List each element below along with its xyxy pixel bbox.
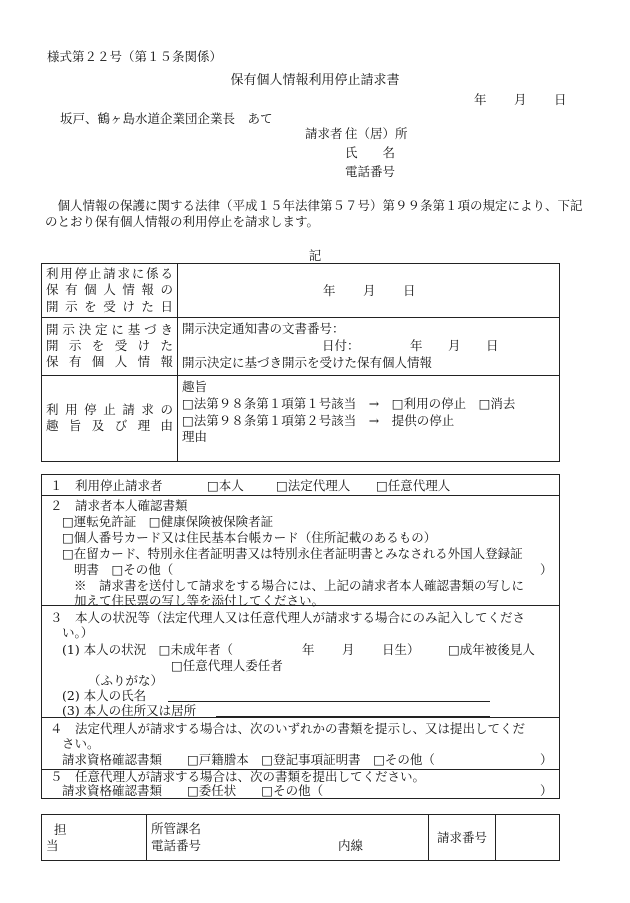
page-title: 保有個人情報利用停止請求書: [230, 73, 400, 88]
disclosed-info-text: 開示決定に基づき開示を受けた保有個人情報: [182, 354, 433, 370]
label-line: 開示を受けた日: [46, 298, 173, 314]
legal-agent-title-2: さい。: [62, 736, 100, 751]
person-address-label: (3) 本人の住所又は居所: [62, 703, 197, 718]
request-number-label-cell: [429, 815, 496, 861]
requester-legal-agent-checkbox[interactable]: □法定代理人: [276, 478, 351, 493]
label-line: 保有個人情報の: [46, 282, 173, 298]
doc-date-line: [182, 338, 555, 355]
label-line: 開示を受けた: [46, 338, 173, 354]
legal-agent-title-1: ４ 法定代理人が請求する場合は、次のいずれかの書類を提示し、又は提出してくだ: [50, 721, 526, 736]
person-name-input[interactable]: [168, 688, 490, 702]
purpose-option-2[interactable]: □法第９８条第１項第２号該当 → 提供の停止: [182, 412, 455, 428]
id-documents-title: ２ 請求者本人確認書類: [50, 498, 188, 513]
dept-label: 所管課名: [151, 820, 202, 836]
legal-agent-doc-end: ）: [540, 752, 553, 767]
name-label: 氏 名: [345, 145, 396, 160]
office-use-table: [41, 814, 560, 861]
voluntary-agent-doc-end: ）: [540, 783, 553, 798]
label-line: 利用停止請求の: [46, 402, 173, 417]
id-doc-line-4-end: ）: [540, 562, 553, 577]
address-label: 住（居）所: [345, 126, 408, 141]
reason-label: 理由: [182, 429, 208, 445]
date-year-label: 年: [474, 92, 487, 107]
section-legal-agent-docs: [42, 718, 559, 770]
voluntary-agent-principal-checkbox[interactable]: □任意代理人委任者: [171, 658, 283, 673]
request-details-table: [41, 263, 560, 462]
person-name-label: (2) 本人の氏名: [62, 688, 147, 703]
year-label: 年: [323, 282, 336, 298]
label-line: 趣旨及び理由: [46, 418, 173, 434]
label-line: 保有個人情報: [46, 354, 173, 370]
tanto-label-2: 当: [46, 837, 59, 853]
person-status-minor-checkbox[interactable]: (1) 本人の状況 □未成年者（: [62, 642, 233, 657]
intro-text: 個人情報の保護に関する法律（平成１５年法律第５７号）第９９条第１項の規定により、下記のとおり保有個人情報の利用停止を請求します。: [45, 198, 583, 230]
date-month-label: 月: [514, 92, 527, 107]
requester-info-box: [41, 474, 560, 799]
requester-block: [305, 126, 408, 183]
purpose-reason-label: [42, 375, 178, 461]
section-id-documents: [42, 496, 559, 606]
disclosed-info-field[interactable]: [178, 317, 560, 375]
section-person-status: [42, 606, 559, 718]
birth-year-label: 年: [302, 642, 315, 657]
id-doc-line-4[interactable]: 明書 □その他（: [74, 562, 174, 577]
day-label: 日: [403, 282, 416, 298]
birth-day-label: 日生）: [382, 642, 420, 657]
tanto-label-1: 担: [54, 821, 67, 837]
voluntary-agent-title: ５ 任意代理人が請求する場合は、次の書類を提出してください。: [50, 769, 426, 784]
purpose-reason-field[interactable]: [178, 375, 560, 461]
ki-heading: 記: [308, 248, 322, 263]
purpose-label: 趣旨: [182, 378, 208, 394]
phone-label: 電話番号: [345, 164, 396, 179]
disclosure-date-field[interactable]: [178, 264, 560, 318]
person-status-title-1: ３ 本人の状況等（法定代理人又は任意代理人が請求する場合にのみ記入してくださ: [50, 610, 526, 625]
id-doc-note-2: 加えて住民票の写し等を添付してください。: [74, 593, 325, 608]
label-line: 利用停止請求に係る: [46, 266, 173, 281]
id-doc-line-1[interactable]: □運転免許証 □健康保険被保険者証: [62, 514, 274, 529]
day-label: 日: [486, 337, 499, 353]
addressee: 坂戸、鶴ヶ島水道企業団企業長 あて: [60, 111, 273, 126]
disclosure-date-label: [42, 264, 178, 318]
birth-month-label: 月: [342, 642, 355, 657]
date-day-label: 日: [554, 92, 567, 107]
person-status-title-2: い。）: [62, 625, 94, 640]
requester-label: 請求者: [305, 126, 343, 141]
dept-phone-label: 電話番号: [151, 837, 202, 853]
purpose-option-1[interactable]: □法第９８条第１項第１号該当 → □利用の停止 □消去: [182, 395, 516, 411]
submission-date: [474, 92, 567, 108]
requester-type-label: １ 利用停止請求者: [50, 478, 163, 493]
year-label: 年: [410, 337, 423, 353]
form-number: 様式第２２号（第１５条関係）: [47, 49, 223, 64]
request-number-label: 請求番号: [436, 829, 487, 845]
section-voluntary-agent-docs: [42, 770, 559, 800]
dept-phone-line: [151, 838, 424, 855]
legal-agent-doc-options[interactable]: 請求資格確認書類 □戸籍謄本 □登記事項証明書 □その他（: [62, 752, 435, 767]
id-doc-line-3[interactable]: □在留カード、特別永住者証明書又は特別永住者証明書とみなされる外国人登録証: [62, 546, 523, 561]
month-label: 月: [363, 282, 376, 298]
dept-ext-label: 内線: [338, 837, 364, 853]
adult-guardian-checkbox[interactable]: □成年被後見人: [448, 642, 535, 657]
id-doc-note-1: ※ 請求書を送付して請求をする場合には、上記の請求者本人確認書類の写しに: [74, 578, 525, 593]
requester-self-checkbox[interactable]: □本人: [207, 478, 244, 493]
furigana-label: （ふりがな）: [88, 673, 164, 688]
person-address-input[interactable]: [216, 703, 490, 717]
disclosed-info-label: [42, 317, 178, 375]
id-doc-line-2[interactable]: □個人番号カード又は住民基本台帳カード（住所記載のあるもの）: [62, 530, 437, 545]
requester-voluntary-agent-checkbox[interactable]: □任意代理人: [376, 478, 451, 493]
section-requester-type: [42, 475, 559, 496]
tanto-cell: [42, 815, 147, 861]
request-number-field[interactable]: [496, 815, 560, 861]
voluntary-agent-doc-options[interactable]: 請求資格確認書類 □委任状 □その他（: [62, 783, 324, 798]
doc-date-label: 日付：: [322, 337, 360, 353]
dept-cell[interactable]: [147, 815, 429, 861]
month-label: 月: [448, 337, 461, 353]
doc-number-label: 開示決定通知書の文書番号：: [182, 320, 345, 336]
label-line: 開示決定に基づき: [46, 321, 173, 337]
